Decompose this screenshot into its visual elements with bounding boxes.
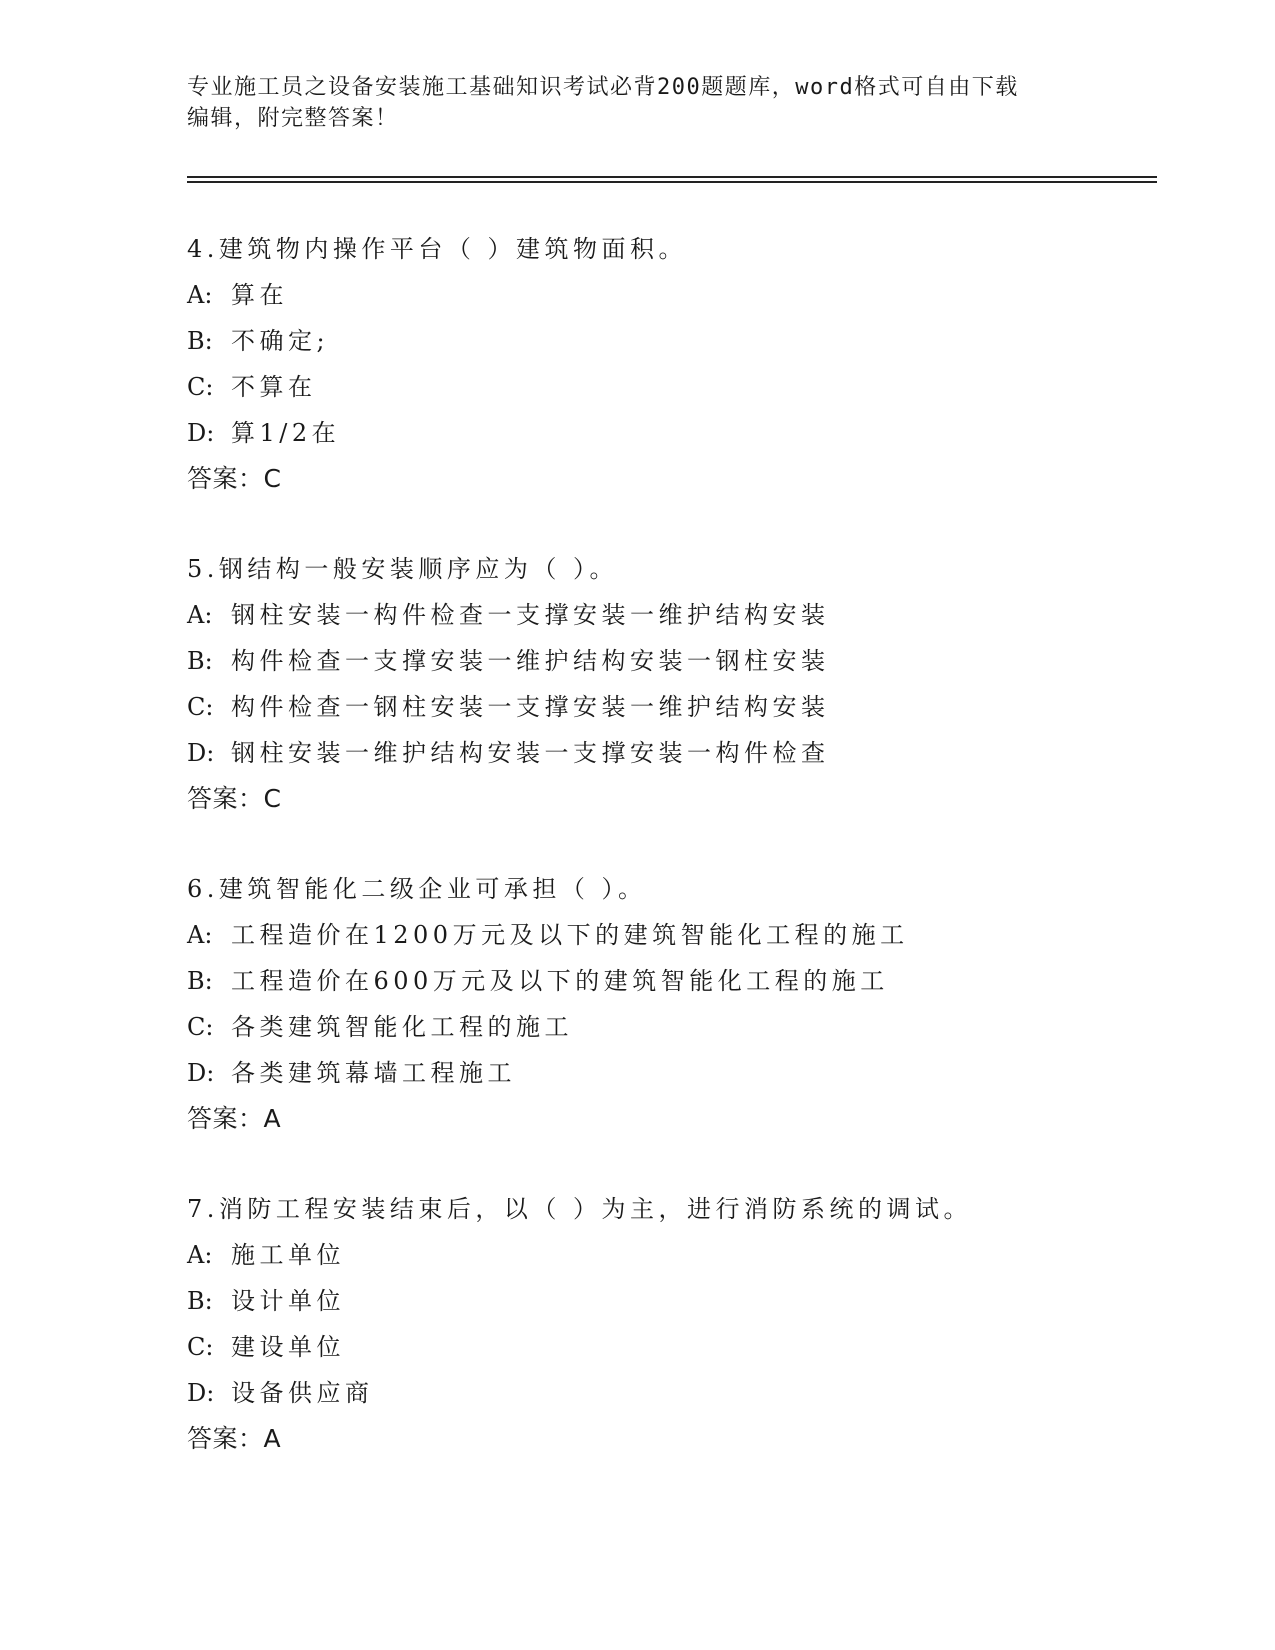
option-letter: C:: [187, 693, 214, 721]
option-text: 设计单位: [231, 1287, 345, 1315]
option-letter: A:: [187, 281, 213, 309]
answer-line: 答案：A: [187, 1424, 282, 1453]
option-text: 设备供应商: [231, 1379, 374, 1407]
option-letter: B:: [187, 967, 213, 995]
option-text: 算在: [231, 281, 288, 309]
option-c: [187, 364, 1187, 410]
option-letter: C:: [187, 1013, 214, 1041]
option-letter: C:: [187, 1333, 214, 1361]
question-6: [187, 866, 1187, 1142]
question-7: [187, 1186, 1187, 1462]
question-5: [187, 546, 1187, 822]
header-title-line-2: 编辑，附完整答案！: [187, 106, 399, 131]
option-a: [187, 1232, 1187, 1278]
option-letter: D:: [187, 1379, 215, 1407]
option-a: [187, 592, 1187, 638]
question-stem: 5.钢结构一般安装顺序应为（ ）。: [187, 555, 619, 583]
document-header: [187, 72, 1067, 134]
option-letter: B:: [187, 327, 213, 355]
option-letter: A:: [187, 601, 213, 629]
option-letter: C:: [187, 373, 214, 401]
option-b: [187, 1278, 1187, 1324]
header-title-line-1: 专业施工员之设备安装施工基础知识考试必背200题题库，word格式可自由下载: [187, 75, 1019, 100]
option-d: [187, 730, 1187, 776]
header-divider-bottom: [187, 181, 1157, 183]
answer-line: 答案：C: [187, 784, 282, 813]
option-letter: A:: [187, 1241, 213, 1269]
option-b: [187, 958, 1187, 1004]
option-a: [187, 912, 1187, 958]
option-c: [187, 684, 1187, 730]
question-4: [187, 226, 1187, 502]
option-text: 构件检查一钢柱安装一支撑安装一维护结构安装: [231, 693, 830, 721]
answer-line: 答案：C: [187, 464, 282, 493]
question-stem: 6.建筑智能化二级企业可承担（ ）。: [187, 875, 647, 903]
option-letter: D:: [187, 739, 215, 767]
option-letter: B:: [187, 647, 213, 675]
question-stem: 7.消防工程安装结束后，以（ ）为主，进行消防系统的调试。: [187, 1195, 973, 1223]
question-stem: 4.建筑物内操作平台（ ）建筑物面积。: [187, 235, 688, 263]
option-c: [187, 1324, 1187, 1370]
option-c: [187, 1004, 1187, 1050]
option-b: [187, 638, 1187, 684]
option-text: 建设单位: [231, 1333, 345, 1361]
option-text: 不算在: [231, 373, 317, 401]
option-letter: D:: [187, 1059, 215, 1087]
answer-line: 答案：A: [187, 1104, 282, 1133]
option-text: 不确定;: [231, 327, 330, 355]
option-text: 钢柱安装一构件检查一支撑安装一维护结构安装: [231, 601, 830, 629]
option-d: [187, 1050, 1187, 1096]
option-text: 钢柱安装一维护结构安装一支撑安装一构件检查: [231, 739, 830, 767]
header-divider-top: [187, 176, 1157, 178]
option-text: 施工单位: [231, 1241, 345, 1269]
option-d: [187, 410, 1187, 456]
option-d: [187, 1370, 1187, 1416]
option-a: [187, 272, 1187, 318]
option-letter: A:: [187, 921, 213, 949]
option-text: 各类建筑智能化工程的施工: [231, 1013, 573, 1041]
option-letter: D:: [187, 419, 215, 447]
option-text: 算1/2在: [231, 419, 341, 447]
option-text: 工程造价在1200万元及以下的建筑智能化工程的施工: [231, 921, 909, 949]
option-text: 各类建筑幕墙工程施工: [231, 1059, 516, 1087]
option-letter: B:: [187, 1287, 213, 1315]
option-b: [187, 318, 1187, 364]
option-text: 构件检查一支撑安装一维护结构安装一钢柱安装: [231, 647, 830, 675]
option-text: 工程造价在600万元及以下的建筑智能化工程的施工: [231, 967, 889, 995]
